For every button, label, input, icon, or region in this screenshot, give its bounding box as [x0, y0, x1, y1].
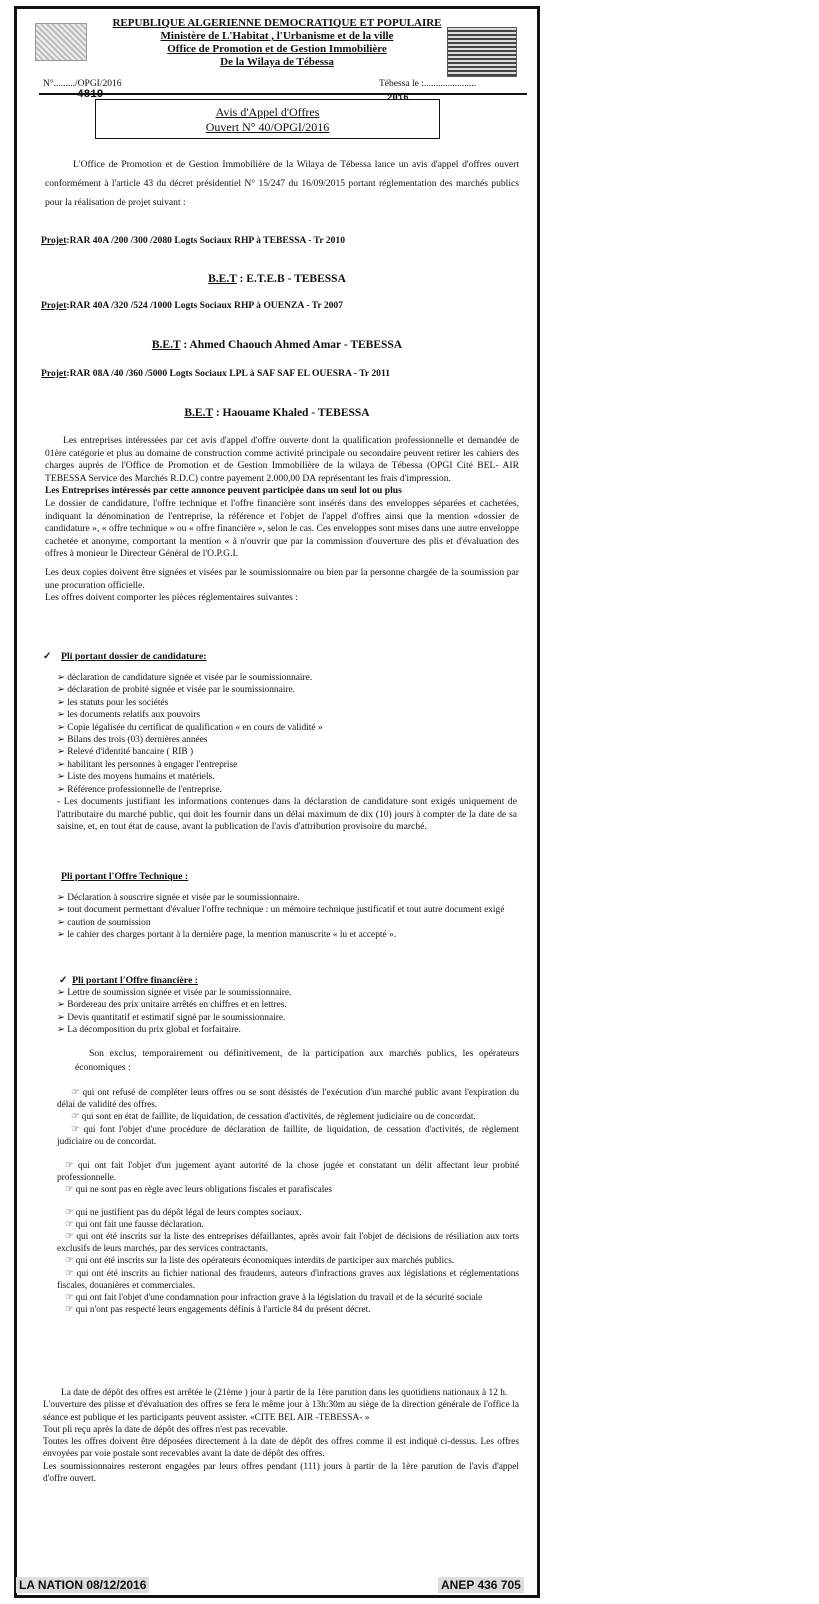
project-label: Projet: [41, 235, 67, 246]
list-item: ➢ Bordereau des prix unitaire arrêtés en chiffres et en lettres.: [57, 1000, 287, 1011]
list-item: ➢ Relevé d'identité bancaire ( RIB ): [57, 747, 194, 758]
project-label: Projet: [41, 300, 67, 311]
list-item: ➢ caution de soumission: [57, 917, 151, 928]
list-item: ➢ Référence professionnelle de l'entreprise.: [57, 784, 222, 795]
candidature-note: - Les documents justifiant les informations contenues dans la déclaration de candidature sont exigés uniquement de l'attributaire du marché public, qui doit les fournir dans un délai maximum de dix (10) jours à compter de la date de sa saisine, et, en tout état de cause, avant la publication de l'avis d'attribution provisoire du marché.: [57, 796, 517, 833]
bet-2: B.E.T : Ahmed Chaouch Ahmed Amar - TEBESSA: [151, 339, 403, 351]
candidature-list: [57, 672, 517, 834]
exclusion-item: ☞ qui ont été inscrits sur la liste des opérateurs économiques interdits de participer aux marchés publics.: [65, 1256, 455, 1267]
exclusion-item: ☞ qui font l'objet d'une procédure de déclaration de faillite, de liquidation, de cessation d'activités, de règlement judiciaire ou de concordat.: [57, 1124, 520, 1147]
project-1: [41, 235, 345, 246]
section-technique-title: Pli portant l'Offre Technique :: [61, 871, 189, 882]
notice-number: Ouvert N° 40/OPGI/2016: [205, 120, 330, 134]
list-item: ➢ Bilans des trois (03) dernières années: [57, 735, 208, 746]
financiere-list: [57, 987, 517, 1037]
list-item: ➢ habilitant les personnes à engager l'entreprise: [57, 759, 238, 770]
list-item: ➢ tout document permettant d'évaluer l'offre technique : un mémoire technique justificatif et tout autre document exigé: [57, 905, 505, 916]
dossier-paragraph: Le dossier de candidature, l'offre technique et l'offre financière sont insérés dans des enveloppes séparées et cachetées, indiquant la dénomination de l'entreprise, la référence et l'objet de l'appel d'offres ainsi que la mention «dossier de candidature », « offre technique » ou « offre financière », selon le cas. Ces enveloppes sont mises dans une autre enveloppe cachetée et anonyme, comportant la mention « à n'ouvrir que par la commission d'ouverture des plis et d'évaluation des offres à monieur le Directeur Général de l'O.P.G.I.: [45, 497, 519, 560]
exclusion-item: ☞ qui ont fait l'objet d'un jugement ayant autorité de la chose jugée et constatant un délit affectant leur probité professionnelle.: [57, 1161, 519, 1184]
notice-page: [14, 6, 540, 1598]
list-item: ➢ Liste des moyens humains et matériels.: [57, 772, 215, 783]
exclusion-item: ☞ qui ont refusé de compléter leurs offres ou se sont désistés de l'exécution d'un marché public avant l'expiration du délai de validité des offres.: [57, 1088, 520, 1111]
notice-title: Avis d'Appel d'Offres: [215, 105, 320, 119]
letterhead: [17, 17, 537, 69]
letterhead-line3: Office de Promotion et de Gestion Immobilière: [167, 43, 387, 55]
pointing-hand-icon: ☞: [65, 1207, 74, 1218]
list-item: ➢ les documents relatifs aux pouvoirs: [57, 710, 200, 721]
newspaper-reference: LA NATION 08/12/2016: [16, 1577, 149, 1593]
opening-session: L'ouverture des plisse et d'évaluation des offres se fera le même jour à 13h:30m au siège de la direction générale de l'office la séance est publique et les participants peuvent assister. «CITE BEL AIR -TEBESSA- »: [43, 1400, 519, 1423]
pointing-hand-icon: ☞: [71, 1124, 80, 1135]
exclusion-item: ☞ qui ont été inscrits sur la liste des entreprises défaillantes, après avoir fait l'objet de décisions de résiliation aux torts exclusifs de leurs marchés, par des services contractants.: [57, 1232, 519, 1255]
pointing-hand-icon: ☞: [71, 1088, 80, 1098]
project-2: [41, 300, 343, 311]
exclusion-item: ☞ qui ne sont pas en règle avec leurs obligations fiscales et parafiscales: [65, 1185, 333, 1196]
list-item: ➢ Déclaration à souscrire signée et visée par le soumissionnaire.: [57, 893, 300, 903]
check-icon: ✓: [43, 651, 52, 662]
project-text: :RAR 08A /40 /360 /5000 Logts Sociaux LPL à SAF SAF EL OUESRA - Tr 2011: [66, 368, 391, 379]
letterhead-line1: REPUBLIQUE ALGERIENNE DEMOCRATIQUE ET POPULAIRE: [112, 17, 442, 29]
conditions-block: [45, 435, 519, 605]
exclusion-intro: Son exclus, temporairement ou définitivement, de la participation aux marchés publics, les opérateurs économiques :: [75, 1048, 519, 1073]
project-label: Projet: [41, 368, 67, 379]
pointing-hand-icon: ☞: [65, 1293, 74, 1304]
pointing-hand-icon: ☞: [65, 1219, 74, 1230]
pointing-hand-icon: ☞: [65, 1268, 74, 1279]
closing-block: [43, 1387, 519, 1485]
pointing-hand-icon: ☞: [65, 1185, 74, 1196]
list-item: ➢ Lettre de soumission signée et visée par le soumissionnaire.: [57, 988, 292, 998]
pointing-hand-icon: ☞: [65, 1305, 74, 1316]
bet-1: B.E.T : E.T.E.B - TEBESSA: [208, 273, 346, 285]
section-candidature-title: ✓ Pli portant dossier de candidature:: [43, 651, 207, 662]
list-item: ➢ les statuts pour les sociétés: [57, 697, 169, 708]
letterhead-line4: De la Wilaya de Tébessa: [220, 56, 334, 68]
list-item: ➢ Copie légalisée du certificat de qualification « en cours de validité »: [57, 722, 323, 733]
stamp-year: 2016: [387, 93, 409, 103]
check-icon: ✓: [59, 975, 68, 986]
place-date: Tébessa le :......................: [379, 79, 477, 89]
list-item: ➢ Devis quantitatif et estimatif signé par le soumissionnaire.: [57, 1012, 286, 1023]
technique-list: [57, 892, 517, 942]
list-item: ➢ déclaration de candidature signée et visée par le soumissionnaire.: [57, 673, 313, 683]
project-3: [41, 368, 390, 379]
list-item: ➢ le cahier des charges portant à la dernière page, la mention manuscrite « lu et accepté ».: [57, 930, 397, 941]
letterhead-line2: Ministère de L'Habitat , l'Urbanisme et de la ville: [160, 30, 394, 42]
entreprises-paragraph: Les entreprises intéressées par cet avis d'appel d'offre ouverte dont la qualification professionnelle et demandée de 01ère catégorie et plus au domaine de construction comme activité principale ou secondaire peuvent retirer les cahiers des charges auprès de l'Office de Promotion et de Gestion Immobilière de la wilaya de Tébessa (OPGI Cité BEL- AIR TEBESSA Service des Marchés R.D.C) contre payement 2.000,00 DA représentant les frais d'impression.: [45, 435, 519, 484]
bet-3: B.E.T : Haouame Khaled - TEBESSA: [184, 407, 370, 419]
late-offers: Tout pli reçu après la date de dépôt des offres n'est pas recevable.: [43, 1424, 288, 1435]
exclusion-item: ☞ qui ne justifient pas du dépôt légal de leurs comptes sociaux.: [65, 1207, 302, 1218]
pointing-hand-icon: ☞: [65, 1232, 74, 1243]
copies-paragraph: Les deux copies doivent être signées et visées par le soumissionnaire ou bien par la personne chargée de la soumission par une procuration officielle.: [45, 566, 519, 591]
exclusion-item: ☞ qui ont fait une fausse déclaration.: [65, 1219, 204, 1230]
pointing-hand-icon: ☞: [71, 1112, 80, 1123]
section-financiere-title: ✓ Pli portant l'Offre financière :: [59, 975, 199, 986]
exclusion-item: ☞ qui n'ont pas respecté leurs engagements définis à l'article 84 du présent décret.: [65, 1305, 371, 1316]
lot-paragraph: Les Entreprises intéressés par cette annonce peuvent participée dans un seul lot ou plus: [45, 485, 402, 497]
header-rule: [39, 93, 527, 95]
postal-offers: Toutes les offres doivent être déposées directement à la date de dépôt des offres comme il est indiqué ci-dessus. Les offres envoyées par voie postale sont recevables avant la date de dépôt des offres.: [43, 1437, 519, 1460]
reference-number: N°........./OPGI/2016: [43, 79, 122, 89]
list-item: ➢ déclaration de probité signée et visée par le soumissionnaire.: [57, 685, 295, 696]
stamp-number: 4819: [77, 89, 104, 101]
intro-paragraph: L'Office de Promotion et de Gestion Immobilière de la Wilaya de Tébessa lance un avis d'appel d'offres ouvert conformément à l'article 43 du décret présidentiel N° 15/247 du 16/09/2015 portant réglementation des marchés publics pour la réalisation de projet suivant :: [45, 159, 519, 208]
exclusion-item: ☞ qui ont fait l'objet d'une condamnation pour infraction grave à la législation du travail et de la sécurité sociale: [65, 1293, 483, 1304]
notice-title-box: [95, 99, 440, 139]
deposit-date: La date de dépôt des offres est arrêtée le (21ème ) jour à partir de la 1ère parution dans les quotidiens nationaux à 12 h.: [61, 1388, 508, 1398]
pieces-paragraph: Les offres doivent comporter les pièces réglementaires suivantes :: [45, 592, 298, 604]
anep-reference: ANEP 436 705: [438, 1577, 524, 1593]
list-item: ➢ La décomposition du prix global et forfaitaire.: [57, 1025, 241, 1036]
project-text: :RAR 40A /200 /300 /2080 Logts Sociaux RHP à TEBESSA - Tr 2010: [66, 235, 346, 246]
pointing-hand-icon: ☞: [65, 1256, 74, 1267]
project-text: :RAR 40A /320 /524 /1000 Logts Sociaux RHP à OUENZA - Tr 2007: [66, 300, 344, 311]
engagement-period: Les soumissionnaires resteront engagées par leurs offres pendant (111) jours à partir de la 1ère parution de l'avis d'appel d'offre ouvert.: [43, 1461, 519, 1485]
exclusion-item: ☞ qui sont en état de faillite, de liquidation, de cessation d'activités, de règlement judiciaire ou de concordat.: [71, 1112, 476, 1123]
exclusion-item: ☞ qui ont été inscrits au fichier national des fraudeurs, auteurs d'infractions graves aux législations et réglementations fiscales, douanières et commerciales.: [57, 1268, 519, 1291]
exclusion-list: [57, 1087, 519, 1316]
pointing-hand-icon: ☞: [65, 1161, 74, 1172]
